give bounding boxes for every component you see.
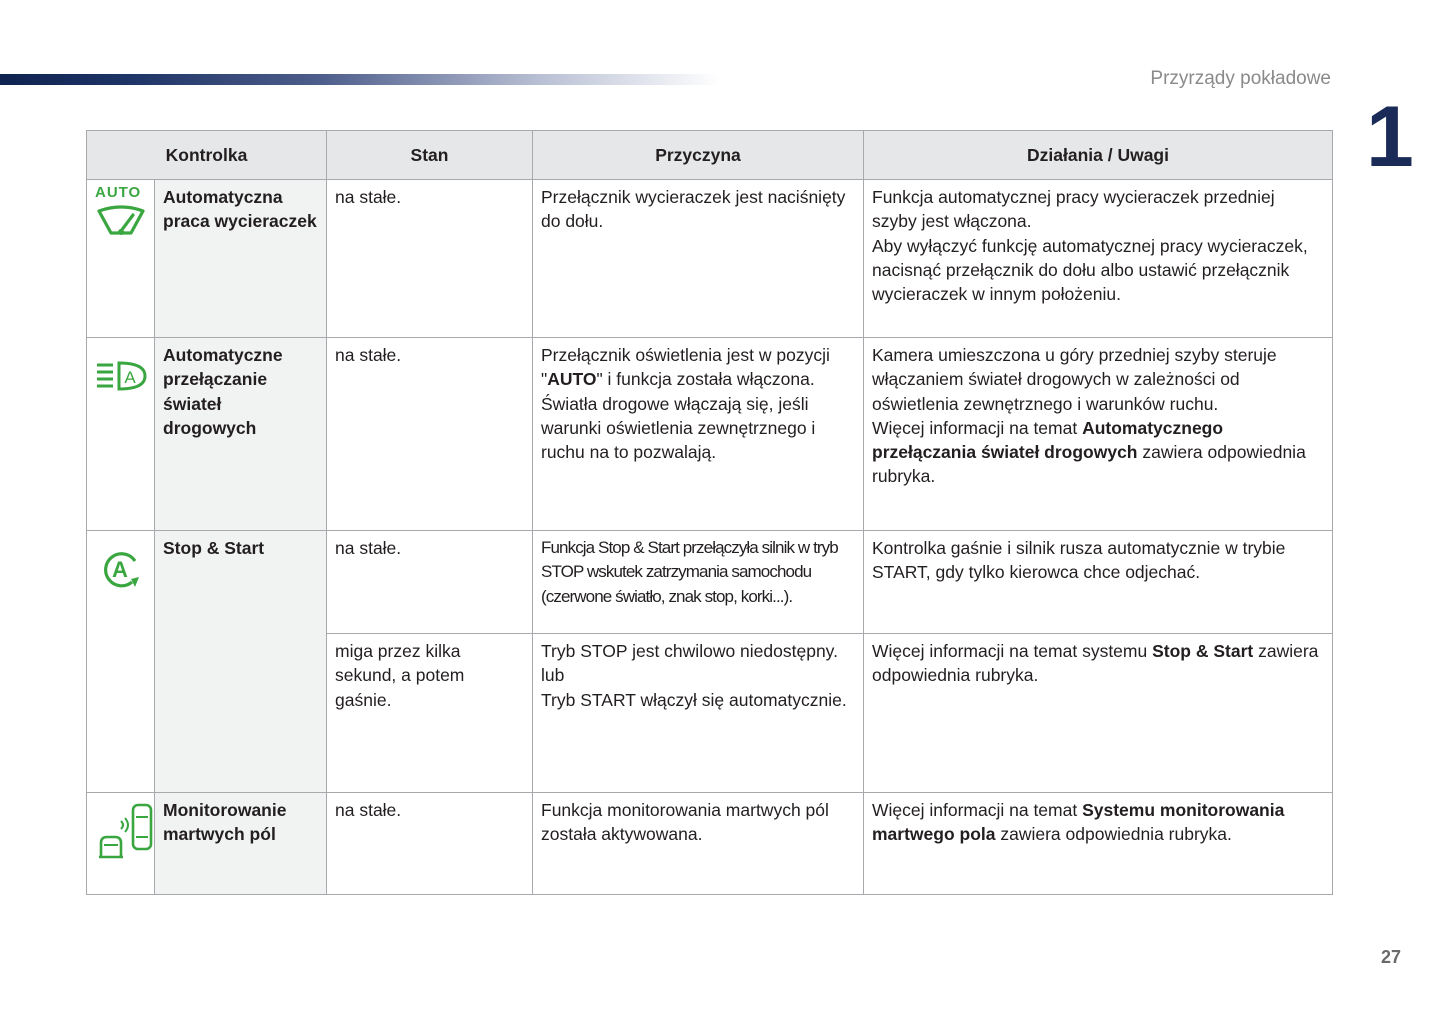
chapter-number: 1 (1366, 89, 1412, 185)
table-row (87, 180, 1333, 338)
cause-cell (533, 338, 864, 531)
table-row (87, 531, 1333, 634)
action-cell (864, 634, 1333, 793)
action-text (872, 416, 1324, 489)
action-text-bold: Automatycznego przełączania świateł drogowych (872, 417, 1224, 463)
blind-spot-icon (95, 801, 155, 861)
action-cell: Kontrolka gaśnie i silnik rusza automatycznie w trybie START, gdy tylko kierowca chce odjechać. (864, 531, 1333, 634)
cause-cell (533, 634, 864, 793)
icon-cell (87, 531, 155, 793)
action-text-bold: Systemu monitorowania martwego pola (872, 800, 1285, 845)
table-row (87, 793, 1333, 895)
cause-text: Tryb STOP jest chwilowo niedostępny. (541, 641, 838, 661)
action-text: Aby wyłączyć funkcję automatycznej pracy wycieraczek, nacisnąć przełącznik do dołu albo ustawić przełącznik wycieraczek w innym położeniu. (872, 235, 1308, 305)
action-cell (864, 180, 1333, 338)
action-text-part: Więcej informacji na temat (872, 800, 1083, 820)
icon-cell (87, 793, 155, 895)
indicator-name: Automatyczne przełączanie świateł drogowych (155, 338, 327, 531)
state-cell: na stałe. (327, 180, 533, 338)
action-text-part: Więcej informacji na temat (872, 417, 1083, 438)
state-cell: na stałe. (327, 531, 533, 634)
action-text: Funkcja automatycznej pracy wycieraczek przedniej szyby jest włączona. (872, 187, 1275, 232)
auto-high-beam-icon (95, 360, 147, 394)
action-text (872, 639, 1324, 688)
cause-cell: Funkcja Stop & Start przełączyła silnik w tryb STOP wskutek zatrzymania samochodu (czerwone światło, znak stop, korki...). (533, 531, 864, 634)
cause-cell: Funkcja monitorowania martwych pól została aktywowana. (533, 793, 864, 895)
section-title: Przyrządy pokładowe (1150, 68, 1331, 89)
table-header-row (87, 131, 1333, 180)
column-header-stan: Stan (327, 131, 533, 180)
cause-text (541, 343, 855, 392)
action-text-part: zawiera odpowiednia rubryka. (872, 442, 1306, 487)
state-cell: na stałe. (327, 793, 533, 895)
header-gradient-bar (0, 74, 720, 85)
svg-text:A: A (124, 368, 136, 387)
column-header-kontrolka: Kontrolka (87, 131, 327, 180)
cause-text-part: Przełącznik oświetlenia jest w pozycji " (541, 345, 830, 390)
action-text (872, 798, 1324, 847)
auto-wiper-icon (95, 201, 147, 239)
state-cell: miga przez kilka sekund, a potem gaśnie. (327, 634, 533, 793)
indicator-name: Monitorowanie martwych pól (155, 793, 327, 895)
page-number: 27 (1381, 947, 1402, 967)
action-text: Kamera umieszczona u góry przedniej szyby steruje włączaniem świateł drogowych w zależności od oświetlenia zewnętrznego i warunków ruchu. (872, 345, 1277, 414)
icon-cell (87, 338, 155, 531)
icon-cell (87, 180, 155, 338)
indicator-name: Automatyczna praca wycieraczek (155, 180, 327, 338)
action-text-bold: Stop & Start (1152, 641, 1254, 661)
svg-text:A: A (111, 557, 128, 582)
cause-text: Tryb START włączył się automatycznie. (541, 689, 847, 710)
action-text-part: Więcej informacji na temat systemu (872, 641, 1153, 661)
cause-text-part: " i funkcja została włączona. (596, 369, 815, 390)
action-text-part: zawiera odpowiednia rubryka. (995, 824, 1232, 845)
column-header-dzialania: Działania / Uwagi (864, 131, 1333, 180)
action-cell (864, 338, 1333, 531)
cause-cell: Przełącznik wycieraczek jest naciśnięty do dołu. (533, 180, 864, 338)
stop-start-icon (99, 549, 143, 589)
cause-text-bold: AUTO (547, 369, 597, 390)
action-text-part: zawiera odpowiednia rubryka. (872, 641, 1319, 686)
cause-text: lub (541, 665, 565, 686)
auto-label: AUTO (95, 184, 142, 201)
action-cell (864, 793, 1333, 895)
indicator-name: Stop & Start (155, 531, 327, 793)
table-row (87, 338, 1333, 531)
warning-lights-table (86, 130, 1333, 895)
cause-text: Światła drogowe włączają się, jeśli warunki oświetlenia zewnętrznego i ruchu na to pozwalają. (541, 393, 816, 463)
column-header-przyczyna: Przyczyna (533, 131, 864, 180)
state-cell: na stałe. (327, 338, 533, 531)
